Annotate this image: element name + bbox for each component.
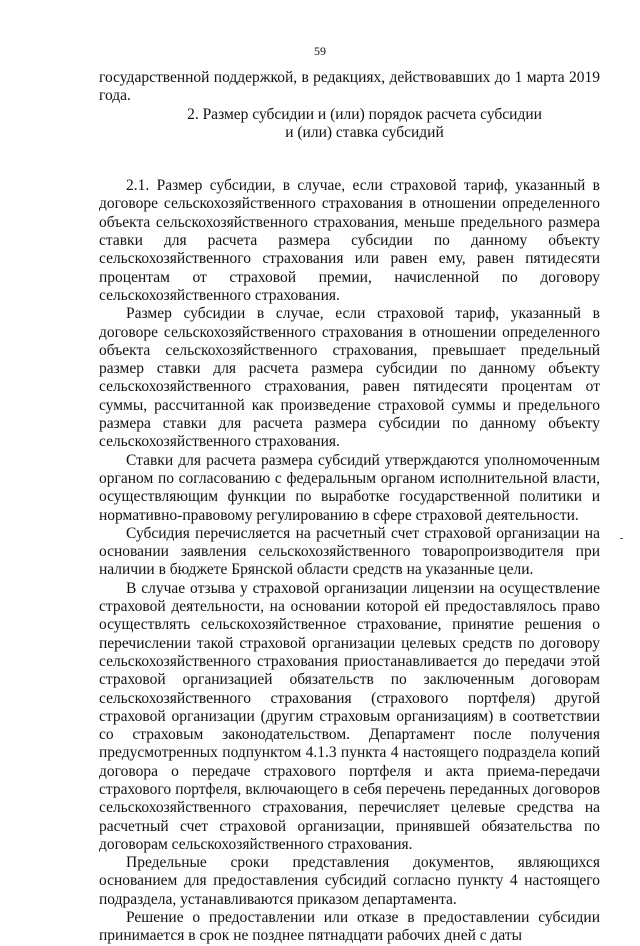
lead-paragraph: государственной поддержкой, в редакциях, действовавших до 1 марта 2019 года. (99, 69, 600, 105)
paragraph: Размер субсидии в случае, если страховой тариф, указанный в договоре сельскохозяйственного страхования в отношении определенного объекта сельскохозяйственного страхования, превышает предельный размер ставки для расчета размера субсидии по данному объекту сельскохозяйственного страхования, равен пятидесяти процентам от суммы, рассчитанной как произведение страховой суммы и предельного размера ставки для расчета размера субсидии по данному объекту сельскохозяйственного страхования. (99, 305, 600, 451)
paragraph: Субсидия перечисляется на расчетный счет страховой организации на основании заявления сельскохозяйственного товаропроизводителя при наличии в бюджете Брянской области средств на указанные цели. (99, 524, 600, 579)
paragraph: Ставки для расчета размера субсидий утверждаются уполномоченным органом по согласованию с федеральным органом исполнительной власти, осуществляющим функции по выработке государственной политики и нормативно-правовому регулированию в сфере страховой деятельности. (99, 451, 600, 524)
document-body (99, 69, 600, 946)
margin-mark (620, 538, 623, 539)
paragraph: 2.1. Размер субсидии, в случае, если страховой тариф, указанный в договоре сельскохозяйственного страхования в отношении определенного объекта сельскохозяйственного страхования, меньше предельного размера ставки для расчета размера субсидии по данному объекту сельскохозяйственного страхования или равен ему, равен пятидесяти процентам от страховой премии, начисленной по договору сельскохозяйственного страхования. (99, 177, 600, 304)
section-heading-line-2: и (или) ставка субсидий (285, 123, 444, 141)
paragraph: Решение о предоставлении или отказе в предоставлении субсидии принимается в срок не позднее пятнадцати рабочих дней с даты (99, 909, 600, 945)
section-heading (99, 106, 600, 143)
paragraph: В случае отзыва у страховой организации лицензии на осуществление страховой деятельности, на основании которой ей предоставлялось право осуществлять сельскохозяйственное страхование, принятие решения о перечислении такой страховой организации целевых средств по договору сельскохозяйственного страхования приостанавливается до передачи этой страховой организацией обязательств по заключенным договорам сельскохозяйственного страхования (страхового портфеля) другой страховой организации (другим страховым организациям) в соответствии со страховым законодательством. Департамент после получения предусмотренных подпунктом 4.1.3 пункта 4 настоящего подраздела копий договора о передаче страхового портфеля и акта приема-передачи страхового портфеля, включающего в себя перечень переданных договоров сельскохозяйственного страхования, перечисляет целевые средства на расчетный счет страховой организации, принявшей обязательства по договорам сельскохозяйственного страхования. (99, 579, 600, 853)
section-heading-line-1: 2. Размер субсидии и (или) порядок расчета субсидии (187, 105, 542, 123)
paragraph: Предельные сроки представления документов, являющихся основанием для предоставления субсидий согласно пункту 4 настоящего подраздела, устанавливаются приказом департамента. (99, 854, 600, 908)
page-number: 59 (314, 44, 326, 58)
